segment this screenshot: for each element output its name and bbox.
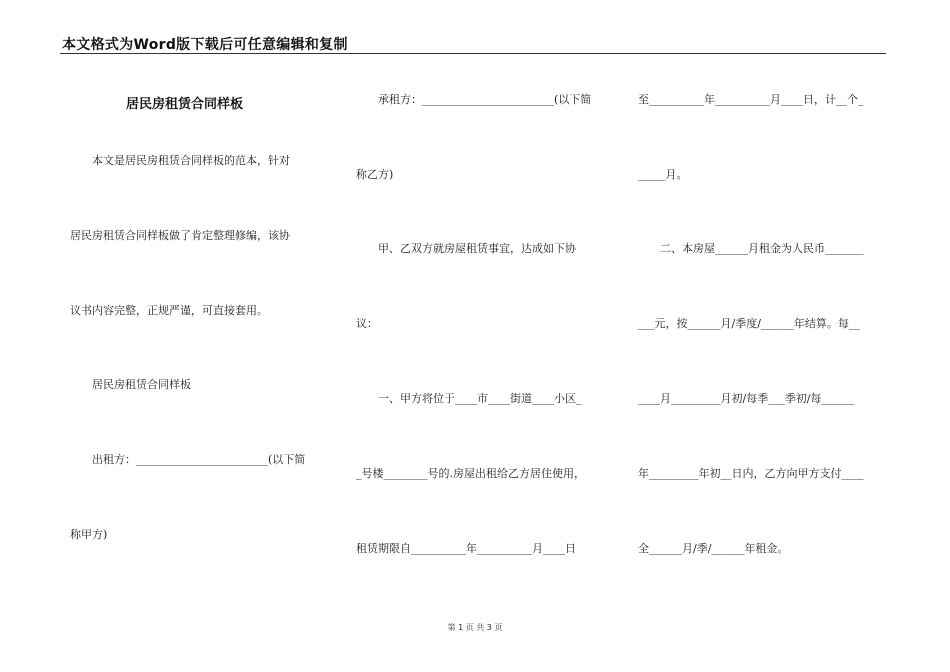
col3-line-2: _____月。 [638, 168, 688, 181]
col2-line-6: _号楼________号的.房屋出租给乙方居住使用， [356, 467, 585, 480]
col1-line-4: 居民房租赁合同样板 [70, 378, 191, 391]
col2-line-1: 承租方：________________________(以下简 [356, 93, 592, 106]
col1-line-5: 出租方：________________________(以下简 [70, 453, 306, 466]
document-header: 本文格式为Word版下载后可任意编辑和复制 [62, 37, 348, 53]
col2-line-2: 称乙方) [356, 168, 394, 181]
col1-line-2: 居民房租赁合同样板做了肯定整理修编，该协 [70, 229, 290, 242]
col2-line-5: 一、甲方将位于____市____街道____小区_ [356, 392, 582, 405]
col3-line-6: 年_________年初__日内，乙方向甲方支付____ [638, 467, 864, 480]
col3-line-4: ___元，按______月/季度/______年结算。每__ [638, 317, 860, 330]
col3-line-7: 全______月/季/______年租金。 [638, 542, 789, 555]
col2-line-7: 租赁期限自__________年__________月____日 [356, 542, 576, 555]
column-3 [638, 0, 888, 672]
col1-line-3: 议书内容完整，正规严谨，可直接套用。 [70, 304, 268, 317]
col2-line-4: 议： [356, 317, 378, 330]
col2-line-3: 甲、乙双方就房屋租赁事宜，达成如下协 [356, 242, 576, 255]
col1-line-6: 称甲方) [70, 528, 108, 541]
column-2 [356, 0, 606, 672]
col1-line-1: 本文是居民房租赁合同样板的范本，针对 [70, 154, 290, 167]
column-1 [70, 0, 320, 672]
col3-line-1: 至__________年__________月____日，计__个_ [638, 93, 864, 106]
col3-line-5: ____月_________月初/每季___季初/每______ [638, 392, 855, 405]
col3-line-3: 二、本房屋______月租金为人民币_______ [638, 242, 864, 255]
page-number: 第 1 页 共 3 页 [447, 623, 503, 632]
contract-title: 居民房租赁合同样板 [126, 97, 244, 112]
